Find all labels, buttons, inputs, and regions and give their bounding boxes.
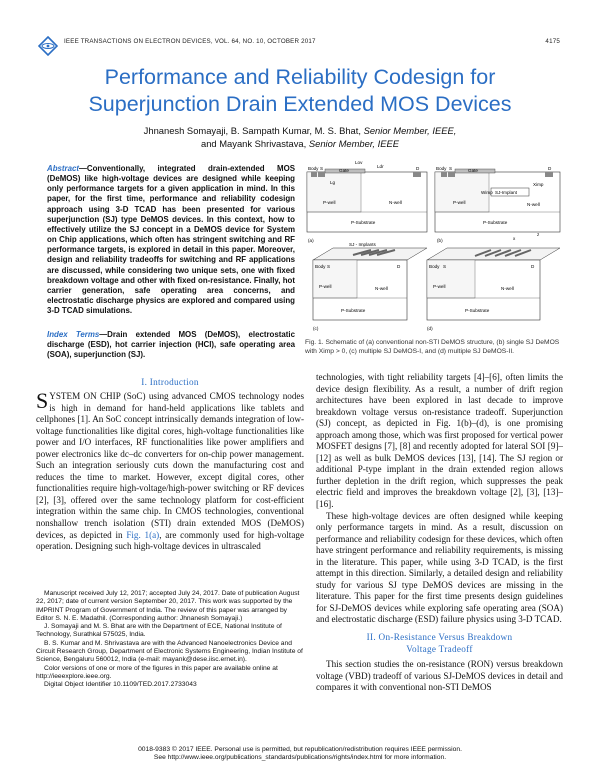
label-psub-d: P-Substrate [465, 308, 490, 313]
label-body-a: Body [308, 166, 319, 171]
label-lov-a: Lov [355, 160, 363, 165]
footnotes [36, 590, 304, 690]
label-lg-a: Lg [330, 180, 336, 185]
author-names-1: Jhnanesh Somayaji, B. Sampath Kumar, M. S. Bhat, [143, 125, 364, 136]
label-pwell-a: P-well [323, 200, 336, 205]
figure-1 [305, 160, 565, 335]
label-x-axis: x [513, 236, 516, 241]
index-terms [47, 330, 295, 360]
right-column [316, 372, 563, 694]
label-drain-c: D [397, 264, 401, 269]
section-heading-2-line-1: II. On-Resistance Versus Breakdown [366, 632, 513, 643]
label-body-d: Body [429, 264, 440, 269]
figure-1-caption [305, 339, 563, 356]
drop-cap: S [36, 388, 49, 413]
label-pwell-b: P-well [453, 200, 466, 205]
abstract [47, 164, 295, 316]
panel-c [313, 242, 427, 331]
author-names-2: and Mayank Shrivastava, [200, 137, 309, 149]
label-panel-b: (b) [437, 238, 443, 243]
ieee-logo-icon [38, 36, 58, 56]
author-role-1: Senior Member, IEEE, [363, 125, 457, 136]
label-drain-d: D [531, 264, 535, 269]
abstract-label: Abstract [47, 164, 80, 173]
label-panel-a: (a) [308, 238, 314, 243]
label-ximp-b: Ximp [533, 182, 544, 187]
footnote-doi: Digital Object Identifier 10.1109/TED.2017.2733043 [44, 681, 197, 689]
label-panel-d: (d) [427, 326, 433, 331]
footnote-manuscript: Manuscript received July 12, 2017; accepted July 24, 2017. Date of publication August 22, 2017; date of current version September 20, 2017. This work was supported by the IMPRINT Program of Government of India. The review of this paper was arranged by Editor S. N. E. Madathil. (Corresponding author: Jhnanesh Somayaji.) [36, 590, 300, 622]
footer-line-1: 0018-9383 © 2017 IEEE. Personal use is permitted, but republication/redistribution requires IEEE permission. [138, 746, 462, 753]
caption-label: Fig. 1. [305, 339, 324, 346]
ieee-logo [38, 36, 58, 56]
label-source-c: S [327, 264, 331, 269]
label-sj-implants-c: SJ - Implants [349, 242, 376, 247]
label-body-b: Body [436, 166, 447, 171]
label-pwell-c: P-well [319, 284, 332, 289]
label-source-b: S [449, 166, 453, 171]
figure-1-schematic [305, 160, 565, 335]
section-heading-2-line-2: Voltage Tradeoff [406, 643, 473, 654]
footnote-affiliation-1: J. Somayaji and M. S. Bhat are with the Department of ECE, National Institute of Technology, Surathkal 575025, India. [36, 623, 282, 639]
index-terms-text: —Drain extended MOS (DeMOS), electrostatic discharge (ESD), hot carrier injection (HCI), safe operating area (SOA), superjunction (SJ). [47, 330, 295, 360]
author-role-2: Senior Member, IEEE [308, 137, 400, 149]
intro-paragraph [36, 388, 304, 553]
index-terms-label: Index Terms [47, 330, 100, 339]
label-body-c: Body [315, 264, 326, 269]
label-drain-b: D [548, 166, 552, 171]
intro-text-a: YSTEM ON CHIP (SoC) using advanced CMOS technology nodes is high in demand for hand-held applications like tablets and cellphones [1]. An SoC concept intrinsically demands integration of low-voltage functionalities like digital cores, high-voltage functionalities like power and I/O interfaces, RF functionalities like power amplifiers and power electronics like dc–dc converters for on-chip power management. Such an integration seriously cuts down the manufacturing cost and reduces the time to market. However, except digital cores, other functionalities require high-voltage/high-power switching or RF devices [2], [3], offered over the same technology platform for cost-efficient integration within the same chip. In CMOS technologies, conventional nonshallow trench isolation (STI) drain extended MOS (DeMOS) devices, as depicted in [36, 391, 304, 540]
label-pwell-d: P-well [433, 284, 446, 289]
authors [0, 125, 600, 150]
fig-ref-link[interactable]: Fig. 1(a) [126, 529, 160, 540]
label-psub-c: P-Substrate [341, 308, 366, 313]
label-nwell-d: N-well [501, 286, 514, 291]
label-psub-a: P-Substrate [351, 220, 376, 225]
label-sj-implant-b: SJ-Implant [495, 190, 517, 195]
panel-d [427, 232, 560, 331]
label-wimp-b: Wimp [481, 190, 493, 195]
section-heading-2 [316, 632, 563, 655]
copyright-footer [0, 746, 600, 763]
footnote-color: Color versions of one or more of the figures in this paper are available online at http://ieeexplore.ieee.org. [36, 664, 278, 680]
footnote-affiliation-2: B. S. Kumar and M. Shrivastava are with the Advanced Nanoelectronics Device and Circuit Research Group, Department of Electronic Systems Engineering, Indian Institute of Science, Bengaluru 560012, India (e-mail: mayank@dese.iisc.ernet.in). [36, 639, 303, 664]
label-gate-b: Gate [468, 167, 478, 173]
label-z-axis: z [537, 232, 540, 237]
label-drain-a: D [416, 166, 420, 171]
label-source-a: S [320, 166, 324, 171]
intro-text-b: , are commonly used for high-voltage operation. Designing such high-voltage devices in ultrascaled [36, 529, 304, 552]
label-nwell-c: N-well [375, 286, 388, 291]
label-psub-b: P-Substrate [483, 220, 508, 225]
label-source-d: S [443, 264, 447, 269]
label-panel-c: (c) [313, 326, 319, 331]
footer-line-2: See http://www.ieee.org/publications_standards/publications/rights/index.html for more information. [153, 754, 447, 762]
abstract-text: —Conventionally, integrated drain-extended MOS (DeMOS) like high-voltage devices are designed while keeping only performance targets for a given application in mind. In this paper, for the first time, performance and reliability codesign approach using 3-D TCAD has been presented for various superjunction (SJ) type DeMOS devices. In this context, how to effectively utilize the SJ concept in a DeMOS device for System on Chip applications, which often has stringent switching and RF performance targets, is explored in detail in this paper. Moreover, design and reliability tradeoffs for switching and RF applications are discussed, while considering two unique sets, one with fixed breakdown voltage and other with fixed on-resistance. Finally, hot carrier generation, safe operating area concerns, and electrostatic discharge physics are explored and compared using 3-D TCAD simulations. [47, 164, 295, 316]
journal-header: IEEE TRANSACTIONS ON ELECTRON DEVICES, VOL. 64, NO. 10, OCTOBER 2017 [64, 38, 316, 45]
label-gate-a: Gate [339, 167, 349, 173]
page-number: 4175 [545, 38, 560, 45]
right-paragraph-3: This section studies the on-resistance (RON) versus breakdown voltage (VBD) tradeoff of various SJ-DeMOS devices in detail and compares it with conventional non-STI DeMOS [316, 659, 563, 693]
right-paragraph-2: These high-voltage devices are often designed while keeping only performance targets in mind. As a result, discussion on performance and reliability codesign for these devices, which often have stringent performance and reliability requirements, is missing in the literature. This paper, while using 3-D TCAD, is the first attempt in this direction. Similarly, a detailed design and reliability study for various SJ type DeMOS devices are missing in the literature. This paper for the first time presents design guidelines for SJ-DeMOS devices while exploring safe operating area (SOA) and electrostatic discharge (ESD) failure physics using 3-D TCAD. [316, 510, 563, 625]
panel-b [435, 166, 560, 243]
caption-text: Schematic of (a) conventional non-STI DeMOS structure, (b) single SJ DeMOS with Ximp > 0, (c) multiple SJ DeMOS-I, and (d) multiple SJ DeMOS-II. [305, 339, 560, 355]
section-heading-introduction: I. Introduction [141, 377, 199, 387]
right-paragraph-1: technologies, with tight reliability targets [4]–[6], often limits the device design flexibility. As a result, a number of drift region architectures have been explored in last decade to improve breakdown voltage versus on-resistance tradeoff. Superjunction (SJ) concept, as depicted in Fig. 1(b)–(d), is one promising approach among those, which was first proposed for vertical power MOSFET designs [7], [8] and recently adopted for lateral SOI [9]–[12] as well as bulk DeMOS devices [13], [14]. The SJ region or additional P-type implant in the drain extended region allows further depletion in the drift region, which suppresses the peak electric field and improves the breakdown voltage [2], [3], [13]–[16]. [316, 372, 563, 510]
panel-a [307, 160, 427, 243]
label-nwell-b: N-well [527, 202, 540, 207]
label-ldr-a: Ldr [377, 164, 384, 169]
title-line-1: Performance and Reliability Codesign for [104, 65, 496, 89]
paper-title [0, 64, 600, 118]
title-line-2: Superjunction Drain Extended MOS Devices [88, 92, 512, 116]
label-nwell-a: N-well [389, 200, 402, 205]
